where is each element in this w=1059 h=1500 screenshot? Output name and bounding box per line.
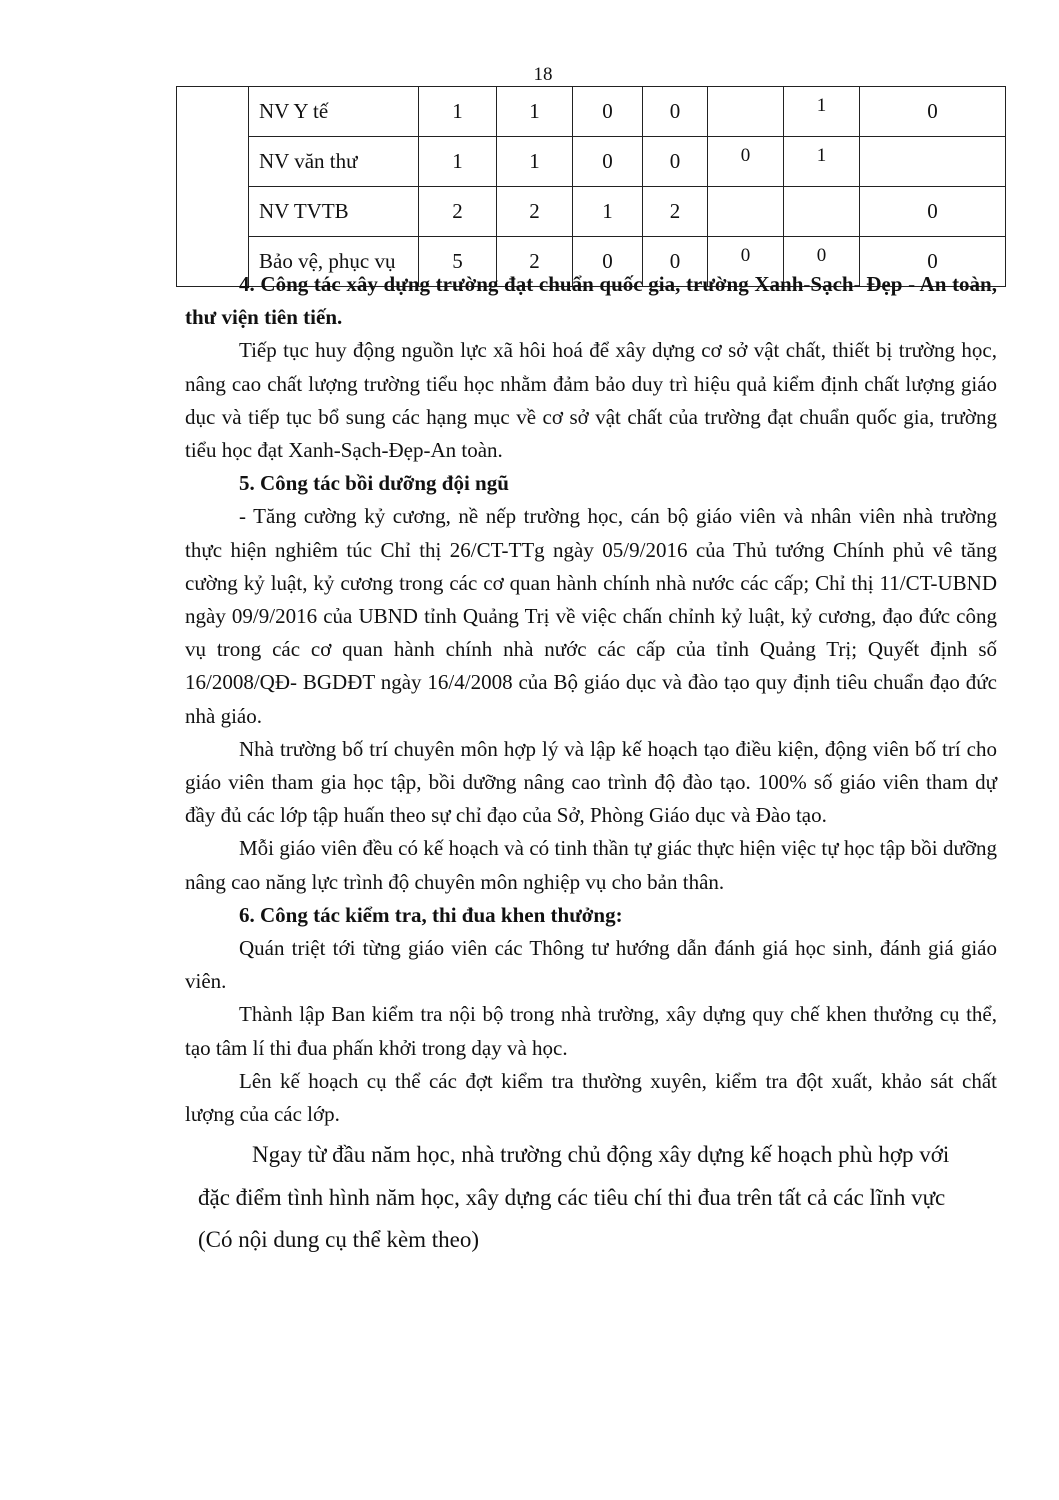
staff-role: NV TVTB	[249, 187, 419, 237]
document-body	[185, 268, 997, 1262]
table-cell: 1	[573, 187, 643, 237]
table-cell: 0	[573, 137, 643, 187]
staff-table	[176, 86, 1006, 287]
table-cell: 1	[419, 87, 497, 137]
table-row	[177, 87, 1006, 137]
table-cell: 1	[497, 137, 573, 187]
table-cell: 0	[860, 187, 1006, 237]
table-cell: 2	[643, 187, 708, 237]
table-row	[177, 187, 1006, 237]
section-6-paragraph-4: Ngay từ đầu năm học, nhà trường chủ động xây dựng kế hoạch phù hợp với đặc điểm tình hình năm học, xây dựng các tiêu chí thi đua trên tất cả các lĩnh vực (Có nội dung cụ thể kèm theo)	[198, 1142, 950, 1253]
table-cell	[784, 187, 860, 237]
table-cell: 1	[419, 137, 497, 187]
section-5-heading: 5. Công tác bồi dưỡng đội ngũ	[239, 471, 509, 496]
table-row	[177, 137, 1006, 187]
table-cell: 0	[708, 137, 784, 187]
table-cell	[860, 137, 1006, 187]
section-6-paragraph-1: Quán triệt tới từng giáo viên các Thông tư hướng dẫn đánh giá học sinh, đánh giá giáo viên.	[185, 936, 997, 994]
table-cell: 2	[419, 187, 497, 237]
table-cell: 2	[497, 237, 573, 287]
table-cell: 1	[784, 87, 860, 137]
table-cell: 0	[573, 87, 643, 137]
section-5-paragraph-1: - Tăng cường kỷ cương, nề nếp trường học, cán bộ giáo viên và nhân viên nhà trường thực hiện nghiêm túc Chỉ thị 26/CT-TTg ngày 05/9/2016 của Thủ tướng Chính phủ vê tăng cường kỷ luật, kỷ cương trong các cơ quan hành chính nhà nước các cấp; Chỉ thị 11/CT-UBND ngày 09/9/2016 của UBND tỉnh Quảng Trị về việc chấn chỉnh kỷ luật, kỷ cương, đạo đức công vụ trong các cơ quan hành chính nhà nước các cấp của tỉnh Quảng Trị; Quyết định số 16/2008/QĐ- BGDĐT ngày 16/4/2008 của Bộ giáo dục và đào tạo quy định tiêu chuẩn đạo đức nhà giáo.	[185, 504, 997, 728]
table-cell: 0	[860, 87, 1006, 137]
table-cell: 0	[643, 237, 708, 287]
table-cell: 0	[860, 237, 1006, 287]
staff-role: NV văn thư	[249, 137, 419, 187]
section-5-paragraph-3: Mỗi giáo viên đều có kế hoạch và có tinh thần tự giác thực hiện việc tự học tập bồi dưỡng nâng cao năng lực trình độ chuyên môn nghiệp vụ cho bản thân.	[185, 836, 997, 894]
table-cell: 0	[643, 87, 708, 137]
table-cell: 1	[497, 87, 573, 137]
table-cell: 0	[708, 237, 784, 287]
section-4-heading: 4. Công tác xây dựng trường đạt chuẩn quốc gia, trường Xanh-Sạch- Đẹp - An toàn, thư viện tiên tiến.	[185, 272, 997, 330]
table-cell: 1	[784, 137, 860, 187]
section-4-paragraph: Tiếp tục huy động nguồn lực xã hôi hoá để xây dựng cơ sở vật chất, thiết bị trường học, nâng cao chất lượng trường tiểu học nhằm đảm bảo duy trì hiệu quả kiểm định chất lượng giáo dục và tiếp tục bổ sung các hạng mục về cơ sở vật chất của trường đạt chuẩn quốc gia, trường tiểu học đạt Xanh-Sạch-Đẹp-An toàn.	[185, 338, 997, 463]
staff-role: Bảo vệ, phục vụ	[249, 237, 419, 287]
table-cell	[708, 87, 784, 137]
table-cell: 2	[497, 187, 573, 237]
page-number: 18	[533, 64, 553, 85]
table-cell: 0	[643, 137, 708, 187]
staff-role: NV Y tế	[249, 87, 419, 137]
section-5-paragraph-2: Nhà trường bố trí chuyên môn hợp lý và lập kế hoạch tạo điều kiện, động viên bố trí cho giáo viên tham gia học tập, bồi dưỡng nâng cao trình độ đào tạo. 100% số giáo viên tham dự đầy đủ các lớp tập huấn theo sự chỉ đạo của Sở, Phòng Giáo dục và Đào tạo.	[185, 736, 997, 828]
section-6-paragraph-3: Lên kế hoạch cụ thể các đợt kiểm tra thường xuyên, kiểm tra đột xuất, khảo sát chất lượng của các lớp.	[185, 1068, 997, 1127]
section-6-heading: 6. Công tác kiểm tra, thi đua khen thưởng:	[239, 902, 623, 927]
section-6-paragraph-2: Thành lập Ban kiểm tra nội bộ trong nhà trường, xây dựng quy chế khen thưởng cụ thể, tạo tâm lí thi đua phấn khởi trong dạy và học.	[185, 1002, 997, 1060]
table-cell	[708, 187, 784, 237]
table-cell: 0	[784, 237, 860, 287]
merged-category-cell	[177, 87, 249, 287]
table-cell: 0	[573, 237, 643, 287]
table-cell: 5	[419, 237, 497, 287]
